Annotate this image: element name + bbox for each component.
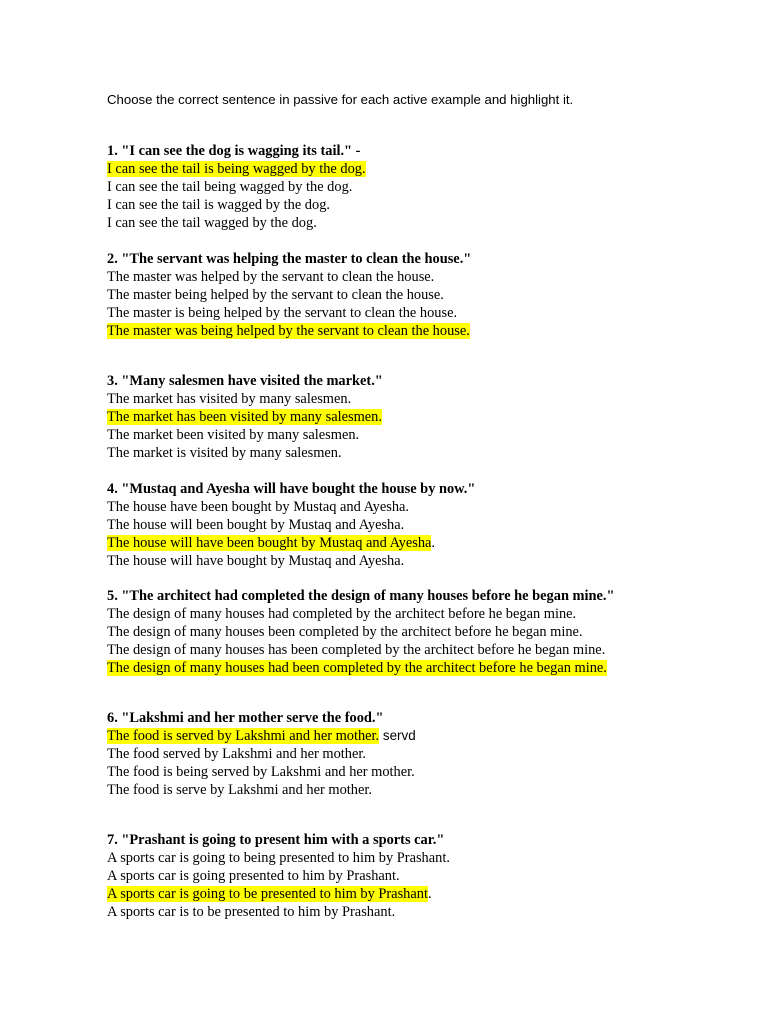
answer-option: [107, 178, 366, 196]
option-text: The design of many houses been completed by the architect before he began mine.: [107, 624, 583, 640]
answer-option: [107, 867, 450, 885]
answer-option: [107, 605, 615, 623]
question-3: [107, 372, 383, 462]
question-4: [107, 480, 475, 570]
answer-option: [107, 849, 450, 867]
question-title: 3. "Many salesmen have visited the market.": [107, 373, 383, 389]
question-5: [107, 587, 615, 677]
handwritten-note: servd: [379, 728, 416, 743]
answer-option: [107, 214, 366, 232]
answer-option-highlighted: [107, 534, 475, 552]
question-title: 4. "Mustaq and Ayesha will have bought the house by now.": [107, 481, 476, 497]
option-text: I can see the tail wagged by the dog.: [107, 215, 317, 231]
option-text: The food is serve by Lakshmi and her mother.: [107, 782, 372, 798]
option-text: The master was helped by the servant to clean the house.: [107, 269, 435, 285]
answer-option: [107, 268, 471, 286]
option-text: The master is being helped by the servant to clean the house.: [107, 305, 458, 321]
question-title: 6. "Lakshmi and her mother serve the food.": [107, 710, 384, 726]
option-text: The market been visited by many salesmen.: [107, 427, 360, 443]
option-text: The market has been visited by many salesmen.: [107, 409, 382, 425]
answer-option-highlighted: [107, 160, 366, 178]
answer-option: [107, 196, 366, 214]
question-title: 7. "Prashant is going to present him with a sports car.": [107, 832, 445, 848]
option-text: The food is served by Lakshmi and her mother.: [107, 728, 380, 744]
option-text: The market is visited by many salesmen.: [107, 445, 342, 461]
option-text: A sports car is to be presented to him by Prashant.: [107, 904, 396, 920]
option-text: The design of many houses has been completed by the architect before he began mine.: [107, 642, 606, 658]
answer-option: [107, 390, 383, 408]
answer-option-highlighted: [107, 659, 615, 677]
option-text: The food served by Lakshmi and her mother.: [107, 746, 366, 762]
answer-option-highlighted: [107, 885, 450, 903]
option-suffix: .: [427, 886, 432, 902]
option-text: The design of many houses had been completed by the architect before he began mine.: [107, 660, 607, 676]
answer-option: [107, 781, 416, 799]
answer-option: [107, 444, 383, 462]
question-title: 5. "The architect had completed the design of many houses before he began mine.": [107, 588, 615, 604]
option-text: The master was being helped by the servant to clean the house.: [107, 323, 470, 339]
option-text: A sports car is going to be presented to him by Prashant: [107, 886, 428, 902]
question-title: 2. "The servant was helping the master to clean the house.": [107, 251, 472, 267]
option-text: The master being helped by the servant to clean the house.: [107, 287, 444, 303]
answer-option-highlighted: [107, 322, 471, 340]
question-6: [107, 709, 416, 799]
answer-option: [107, 304, 471, 322]
option-text: I can see the tail is wagged by the dog.: [107, 197, 330, 213]
option-text: The market has visited by many salesmen.: [107, 391, 352, 407]
answer-option: [107, 641, 615, 659]
instruction-text: Choose the correct sentence in passive for each active example and highlight it.: [107, 92, 574, 107]
answer-option: [107, 516, 475, 534]
option-text: I can see the tail being wagged by the dog.: [107, 179, 353, 195]
option-suffix: .: [431, 535, 436, 551]
question-7: [107, 831, 450, 921]
answer-option: [107, 763, 416, 781]
question-title: 1. "I can see the dog is wagging its tail." -: [107, 143, 361, 159]
option-text: The design of many houses had completed by the architect before he began mine.: [107, 606, 577, 622]
option-text: The house have been bought by Mustaq and Ayesha.: [107, 499, 410, 515]
option-text: The house will have bought by Mustaq and Ayesha.: [107, 553, 405, 569]
answer-option: [107, 745, 416, 763]
option-text: The house will been bought by Mustaq and Ayesha.: [107, 517, 405, 533]
question-2: [107, 250, 471, 340]
answer-option: [107, 903, 450, 921]
answer-option: [107, 498, 475, 516]
option-text: A sports car is going to being presented to him by Prashant.: [107, 850, 450, 866]
answer-option: [107, 623, 615, 641]
option-text: I can see the tail is being wagged by the dog.: [107, 161, 366, 177]
question-1: [107, 142, 366, 232]
answer-option: [107, 552, 475, 570]
answer-option: [107, 426, 383, 444]
answer-option-highlighted: [107, 727, 416, 745]
option-text: A sports car is going presented to him by Prashant.: [107, 868, 400, 884]
answer-option: [107, 286, 471, 304]
option-text: The house will have been bought by Mustaq and Ayesha: [107, 535, 432, 551]
option-text: The food is being served by Lakshmi and her mother.: [107, 764, 415, 780]
answer-option-highlighted: [107, 408, 383, 426]
